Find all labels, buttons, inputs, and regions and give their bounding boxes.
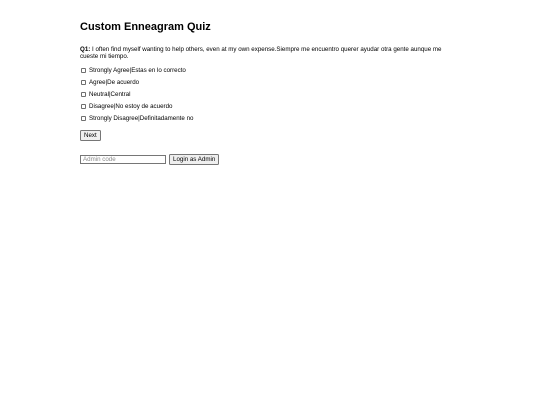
question-text: I often find myself wanting to help others, even at my own expense.Siempre me encuentro querer ayudar otra gente aunque me cueste mi tiempo. [80, 46, 442, 61]
option-agree[interactable] [80, 76, 460, 88]
option-label: Neutral|Central [89, 90, 131, 98]
answer-options [80, 64, 460, 124]
checkbox[interactable] [81, 104, 86, 109]
login-as-admin-button[interactable]: Login as Admin [169, 154, 219, 165]
option-label: Strongly Agree|Estas en lo correcto [89, 66, 186, 74]
option-label: Disagree|No estoy de acuerdo [89, 102, 173, 110]
question-number: Q1: [80, 46, 91, 53]
option-strongly-disagree[interactable] [80, 112, 460, 124]
admin-login-row [80, 154, 460, 165]
option-disagree[interactable] [80, 100, 460, 112]
option-strongly-agree[interactable] [80, 64, 460, 76]
quiz-page [80, 20, 460, 165]
page-title: Custom Enneagram Quiz [80, 21, 211, 33]
admin-code-input[interactable] [80, 155, 166, 164]
option-label: Strongly Disagree|Definitadamente no [89, 114, 194, 122]
option-label: Agree|De acuerdo [89, 78, 140, 86]
question-text-block [80, 46, 460, 60]
checkbox[interactable] [81, 68, 86, 73]
checkbox[interactable] [81, 80, 86, 85]
checkbox[interactable] [81, 92, 86, 97]
option-neutral[interactable] [80, 88, 460, 100]
next-button[interactable]: Next [80, 130, 101, 141]
checkbox[interactable] [81, 116, 86, 121]
